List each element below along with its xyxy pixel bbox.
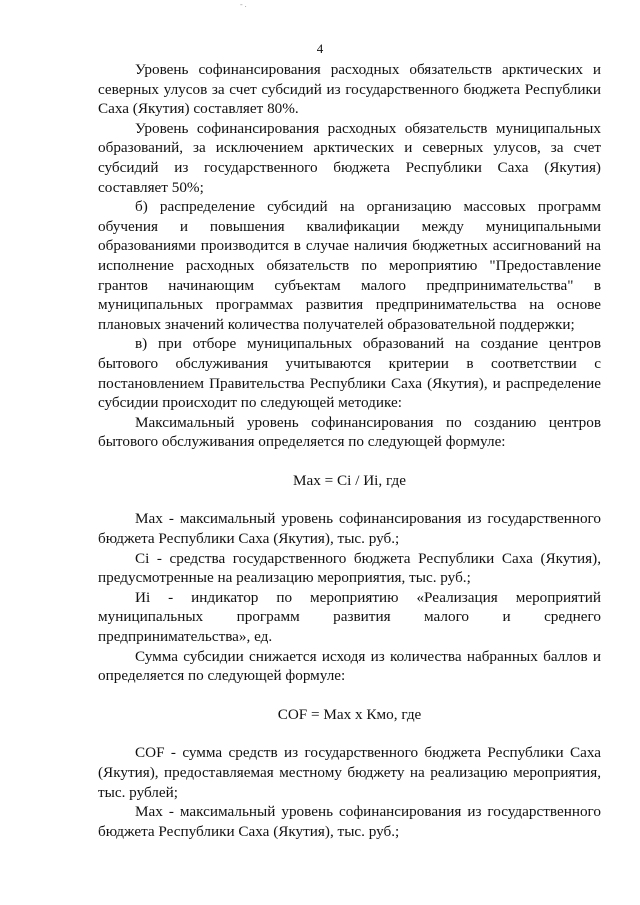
document-body <box>98 60 601 841</box>
definition-cof: COF - сумма средств из государственного бюджета Республики Саха (Якутия), предоставляемая местному бюджету на реализацию мероприятия, тыс. рублей; <box>98 744 601 801</box>
definition-max: Max - максимальный уровень софинансирования из государственного бюджета Республики Саха (Якутия), тыс. руб.; <box>98 510 601 548</box>
definition-ii: Иi - индикатор по мероприятию «Реализация мероприятий муниципальных программ развития малого и среднего предпринимательства», ед. <box>98 588 601 646</box>
scan-artifact: - . <box>240 0 247 9</box>
paragraph-c-service-centers: в) при отборе муниципальных образований на создание центров бытового обслуживания учитываются критерии в соответствии с постановлением Правительства Республики Саха (Якутия), и распределение субсидии происходит по следующей методике: <box>98 335 601 412</box>
paragraph-subsidy-reduction: Сумма субсидии снижается исходя из количества набранных баллов и определяется по следующей формуле: <box>98 647 601 685</box>
formula-max: Max = Ci / Иi, где <box>293 471 406 489</box>
paragraph-b-training: б) распределение субсидий на организацию массовых программ обучения и повышения квалификации между муниципальными образованиями производится в случае наличия бюджетных ассигнований на исполнение расходных обязательств по мероприятию "Предоставление грантов начинающим субъектам малого предпринимательства" в муниципальных программах развития предпринимательства на основе плановых значений количества получателей образовательной поддержки; <box>98 198 601 333</box>
paragraph-arctic-rate: Уровень софинансирования расходных обязательств арктических и северных улусов за счет субсидий из государственного бюджета Республики Саха (Якутия) составляет 80%. <box>98 61 601 118</box>
page-number: 4 <box>316 41 324 56</box>
definition-ci: Ci - средства государственного бюджета Республики Саха (Якутия), предусмотренные на реализацию мероприятия, тыс. руб.; <box>98 549 601 587</box>
paragraph-max-rate-intro: Максимальный уровень софинансирования по созданию центров бытового обслуживания определяется по следующей формуле: <box>98 413 601 451</box>
paragraph-municipal-rate: Уровень софинансирования расходных обязательств муниципальных образований, за исключением арктических и северных улусов, за счет субсидий из государственного бюджета Республики Саха (Якутия) составляет 50%; <box>98 119 601 196</box>
definition-max-repeat: Max - максимальный уровень софинансирования из государственного бюджета Республики Саха (Якутия), тыс. руб.; <box>98 803 601 840</box>
formula-cof: COF = Max x Кмо, где <box>277 705 422 723</box>
